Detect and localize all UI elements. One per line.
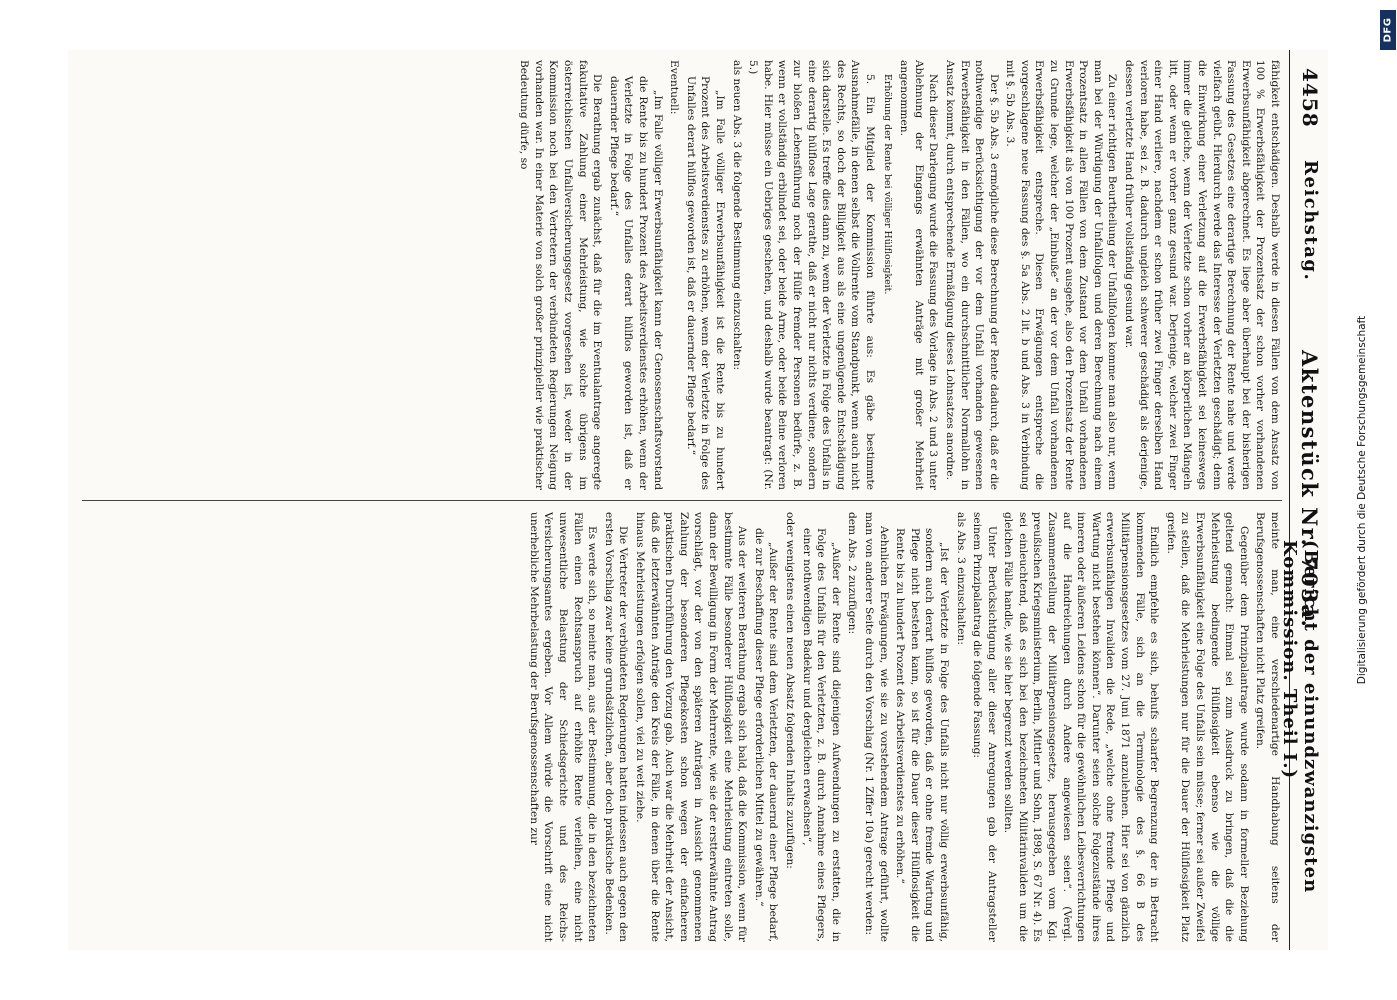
paragraph: Unter Berücksichtigung aller dieser Anregungen gab der Antragsteller seinem Prinzipalantrag die folgende Fassung: — [971, 512, 998, 942]
paragraph: 5. Ein Mitglied der Kommission führte aus: Es gäbe bestimmte Ausnahmefälle, in denen selbst die Vollrente vom Standpunkt, wenn auch nicht des Rechts, so doch der Billigkeit aus als eine ungenügende Entschädigung sich darstelle. Es treffe dies dann zu, wenn der Verletzte in Folge des Unfalls in eine derartig hülflose Lage gerathe, daß er nicht nur nichts verdiene, sondern zur bloßen Lebensführung noch der Hülfe fremder Personen bedürfe, z. B. wenn er vollständig erblindet sei, oder beide Arme, oder beide Beine verloren habe. Hier müsse ein Uebriges geschehen, und deshalb wurde beantragt: (Nr. 5.) — [747, 60, 876, 490]
running-header — [1279, 50, 1328, 950]
section-subheading: Erhöhung der Rente bei völliger Hülflosigkeit. — [881, 74, 893, 295]
rotated-document-page — [68, 50, 1328, 950]
left-text-column — [82, 60, 1282, 490]
column-divider — [82, 500, 1282, 501]
digitization-credit: Digitalisierung gefördert durch die Deutsche Forschungsgemeinschaft — [1356, 315, 1368, 685]
page-number: 4458 — [1298, 68, 1322, 128]
paragraph: als neuen Abs. 3 die folgende Bestimmung einzuschalten: — [730, 60, 743, 371]
paragraph: oder wenigstens einen neuen Absatz folgenden Inhalts zuzufügen: — [784, 512, 796, 869]
quoted-motion: „Ist der Verletzte in Folge des Unfalls nicht nur völlig erwerbsunfähig, sondern auch derart hülflos geworden, daß er ohne fremde Wartung und Pflege nicht bestehen kann, so ist für die Dauer dieser Hülflosigkeit die Rente bis zu hundert Prozent des Arbeitsverdienstes zu erhöhen.“ — [894, 528, 950, 942]
dfg-logo — [1380, 10, 1396, 50]
paragraph: Eventuell: — [668, 60, 681, 115]
paragraph: Zu einer richtigen Beurtheilung der Unfallfolgen komme man also nur, wenn man bei der Würdigung der Unfallfolgen und deren Berechnung nach einem Prozentsatz in allen Fällen von dem Zustand vor dem Unfall vorhandenen Erwerbsfähigkeit als von 100 Prozent ausgehe, also den Prozentsatz der Rente zu Grunde lege, welcher der „Einbuße“ an der vor dem Unfall vorhandenen Erwerbsfähigkeit entspreche. Diesen Erwägungen entspreche die vorgeschlagene neue Fassung des §. 5a Abs. 2 lit. b und Abs. 3 in Verbindung mit §. 5b Abs. 3. — [1004, 60, 1119, 490]
paragraph: Die Berathung ergab zunächst, daß für die im Eventualantrage angeregte fakultative Zahlung einer Mehrleistung, wie solche übrigens im österreichischen Unfallversicherungsgesetz vorgesehen ist, weder in der Kommission noch bei den Vertretern der verbündeten Regierungen Neigung vorhanden war. In einer Materie von solch großer prinzipieller wie praktischer Bedeutung dürfe, so — [518, 60, 604, 490]
quoted-motion: „Im Falle völliger Erwerbsunfähigkeit ist die Rente bis zu hundert Prozent des Arbeitsverdienstes zu erhöhen, wenn der Verletzte in Folge des Unfalles derart hülflos geworden ist, daß er dauernder Pflege bedarf.“ — [684, 76, 727, 490]
paragraph: Die Vertreter der verbündeten Regierungen hatten indessen auch gegen den ersten Vorschlag zwar keine grundsätzlichen, aber doch praktische Bedenken. — [602, 512, 630, 942]
header-body-name: Reichstag. — [1300, 160, 1321, 282]
quoted-motion: „Außer der Rente sind dem Verletzten, der dauernd einer Pflege bedarf, die zur Beschaffung dieser Pflege erforderlichen Mittel zu gewähren.“ — [752, 528, 780, 942]
paragraph: Nach dieser Darlegung wurde die Fassung des Vorlage in Abs. 2 und 3 unter Ablehnung der Eingangs erwähnten Anträge mit großer Mehrheit angenommen. — [898, 60, 940, 490]
dfg-logo-text: DFG — [1382, 17, 1394, 43]
paragraph: Aus der weiteren Berathung ergab sich bald, daß die Kommission, wenn für bestimmte Fälle besonderer Hülflosigkeit eine Mehrleistung eintreten solle, dann der Bewilligung in Form der Mehrrente, wie sie der erstterwähnte Antrag vorschlägt, vor der von den späteren Anträgen in Aussicht genommenen Zahlung der besonderen Pflegekosten schon wegen der einfacheren praktischen Durchführung den Vorzug gab. Auch war die Mehrheit der Ansicht, daß die letzterwähnten Anträge den Kreis der Fälle, in denen über die Rente hinaus Mehrleistungen erfolgen sollen, viel zu weit ziehe. — [634, 512, 749, 942]
paragraph: Es werde sich, so meinte man, aus der Bestimmung, die in den bezeichneten Fällen einen Rechtsanspruch auf erhöhte Rente verleihen, eine nicht unwesentliche Belastung der Schiedsgerichte und des Reichs-Versicherungsamtes ergeben. Vor Allem würde die Vorschrift eine nicht unerhebliche Mehrbelastung der Berufsgenossenschaften zur — [527, 512, 599, 942]
header-document-number: Aktenstück Nr. 703a. — [1297, 350, 1322, 629]
paragraph: dem Abs. 2 zuzufügen: — [846, 512, 859, 635]
paragraph: meinte man, eine verschiedenartige Handhabung seitens der Berufsgenossenschaften nicht Platz greifen. — [1254, 512, 1281, 942]
paragraph: Aehnlichen Erwägungen, wie sie zu vorstehendem Antrage geführt, wollte man von anderer Seite durch den Vorschlag (Nr. 1 Ziffer 10a) gerecht werden: — [862, 512, 890, 942]
quoted-motion: „Außer der Rente sind diejenigen Aufwendungen zu erstatten, die in Folge des Unfalls für den Verletzten, z. B. durch Annahme eines Pflegers, einer nothwendigen Badekur und dergleichen erwachsen“, — [800, 528, 842, 942]
paragraph: Der §. 5b Abs. 3 ermögliche diese Berechnung der Rente dadurch, daß er die nothwendige Berücksichtigung der vor dem Unfall vorhanden gewesenen Erwerbsfähigkeit in den Fällen, wo ein durchschnittlicher Normallohn in Ansatz kommt, durch entsprechende Ermäßigung dieses Lohnsatzes anordne. — [943, 60, 1000, 490]
paragraph: als Abs. 3 einzuschalten: — [954, 512, 967, 645]
paragraph: Gegenüber dem Prinzipalantrage wurde sodann in formeller Beziehung geltend gemacht: Einmal sei zum Ausdruck zu bringen, daß die die Mehrleistung bedingende Hülflosigkeit ebenso wie die völlige Erwerbsunfähigkeit eine Folge des Unfalls sein müsse; ferner sei außer Zweifel zu stellen, daß die Mehrleistungen nur für die Dauer der Hülflosigkeit Platz greifen. — [1164, 512, 1250, 942]
paragraph: fähigkeit entschädigen. Deshalb werde in diesen Fällen von dem Ansatz von 100 % Erwerbsfähigkeit der Prozentsatz der schon vorher vorhandenen Erwerbsunfähigkeit abgerechnet. Es liege aber überhaupt bei der bisherigen Fassung des Gesetzes eine derartige Berechnung der Rente nahe und werde vielfach geübt. Hierdurch werde das Interesse der Verletzten geschädigt; denn die Einwirkung einer Verletzung auf die Erwerbsfähigkeit sei keineswegs immer die gleiche, wenn der Verletzte schon vorher an körperlichen Mängeln litt, oder wenn er vorher ganz gesund war. Derjenige, welcher zwei Finger einer Hand verliere, nachdem er schon früher zwei Finger derselben Hand verloren habe, sei z. B. dadurch ungleich schwerer geschädigt als derjenige, dessen verletzte Hand früher vollständig gesund war. — [1123, 60, 1281, 490]
right-text-column — [82, 512, 1282, 942]
paragraph: Endlich empfehle es sich, behufs scharfer Begrenzung der in Betracht kommenden Fälle, sich an die Terminologie des §. 66 B des Militärpensionsgesetzes vom 27. Juni 1871 anzulehnen. Hier sei von gänzlich erwerbsunfähigen Invaliden die Rede, „welche ohne fremde Pflege und Wartung nicht bestehen können“. Darunter seien solche Folgezustände ihres inneren oder äußeren Leidens schon für die gewöhnlichen Leibesverrichtungen auf die Handreichungen durch Andere angewiesen seien“. (Vergl. Zusammenstellung der Militärpensionsgesetze, herausgegeben vom Kgl. preußischen Kriegsministerium, Berlin, Mittler und Sohn, 1898, S. 67 Nr. 4). Es sei einleuchtend, daß es sich bei den bezeichneten Militärinvaliden um die gleichen Fälle handle, wie sie hier begrenzt werden sollten. — [1002, 512, 1161, 942]
quoted-motion: „Im Falle völliger Erwerbsunfähigkeit kann der Genossenschaftsvorstand die Rente bis zu hundert Prozent des Arbeitsverdienstes erhöhen, wenn der Verletzte in Folge des Unfalles derart hülflos geworden ist, daß er dauernder Pflege bedarf.“ — [607, 76, 664, 490]
header-report-title: (Bericht der einundzwanzigsten Kommission. Theil I.) — [1279, 540, 1321, 894]
